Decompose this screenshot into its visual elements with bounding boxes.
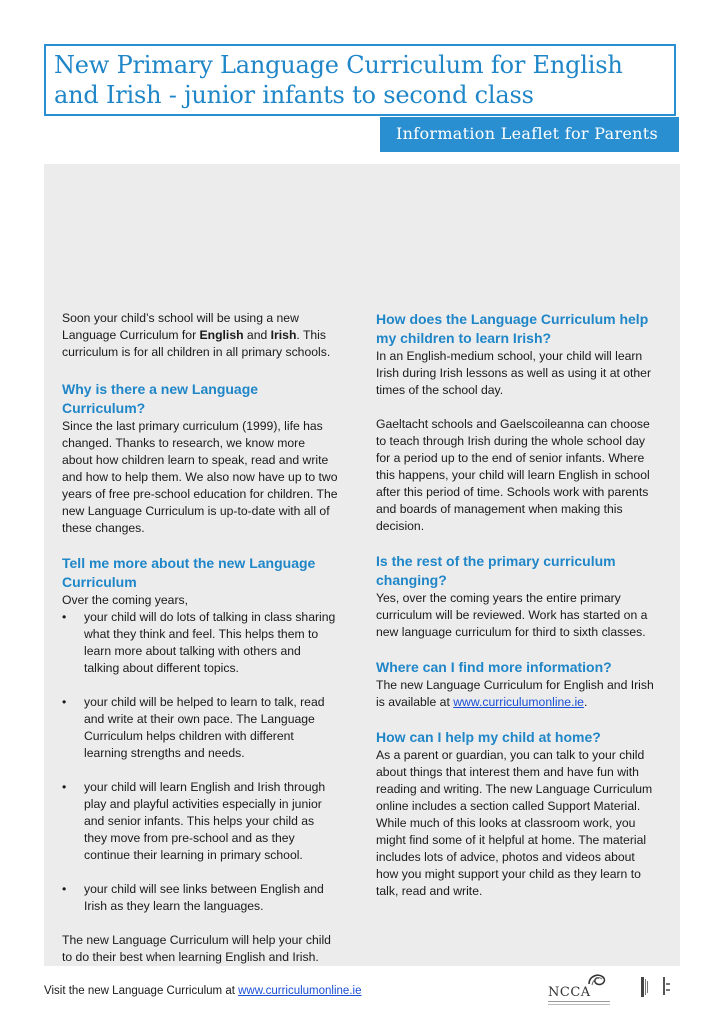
irish-body-1: In an English-medium school, your child will learn Irish during Irish lessons as well as using it at other times of the school day. [376, 349, 652, 397]
curriculum-link[interactable]: www.curriculumonline.ie [453, 695, 584, 709]
intro-irish: Irish [270, 328, 297, 342]
rest-heading: Is the rest of the primary curriculum changing? [376, 553, 616, 588]
intro-text-a: Soon your child’s school will be using a new Language Curriculum for [62, 311, 299, 342]
intro-english: English [199, 328, 244, 342]
ncca-wordmark: NCCA [548, 985, 591, 1000]
closing-paragraph: The new Language Curriculum will help your child to do their best when learning English and Irish. [62, 933, 331, 964]
intro-paragraph [62, 310, 338, 361]
bullet-item: • your child will do lots of talking in class sharing what they think and feel. This helps them to learn more about talking with others and talking about different topics. [62, 609, 338, 677]
bullet-item: • your child will learn English and Irish through play and playful activities especially in junior and senior infants. This helps your child as they move from pre-school and as they continue their learning in primary school. [62, 779, 338, 864]
ncca-logo [548, 972, 612, 1012]
intro-text-b: . This curriculum is for all children in all primary schools. [62, 328, 331, 359]
crest-icon [662, 975, 672, 999]
why-heading: Why is there a new Language Curriculum? [62, 381, 259, 416]
home-heading: How can I help my child at home? [376, 729, 601, 745]
title-box [44, 44, 676, 116]
irish-body-2: Gaeltacht schools and Gaelscoileanna can choose to teach through Irish during the whole school day for a period up to the end of senior infants. Where this happens, your child will learn English in school after this period of time. Schools work with parents and boards of management when making this decision. [376, 417, 650, 533]
home-body: As a parent or guardian, you can talk to your child about things that interest them and have fun with reading and writing. The new Language Curriculum online includes a section called Support Material. While much of this looks at classroom work, you might find some of it helpful at home. The material includes lots of advice, photos and videos about how you might support your child as they learn to talk, read and write. [376, 748, 653, 898]
footer-text: Visit the new Language Curriculum at [44, 985, 239, 997]
footer [44, 985, 361, 997]
subtitle-banner: Information Leaflet for Parents [380, 117, 679, 152]
bullet-item: • your child will see links between English and Irish as they learn the languages. [62, 881, 338, 915]
info-end: . [583, 695, 588, 709]
ncca-tagline-lines [548, 1001, 610, 1005]
more-heading: Tell me more about the new Language Curriculum [62, 555, 316, 590]
info-body [376, 677, 660, 711]
rest-body: Yes, over the coming years the entire primary curriculum will be reviewed. Work has started on a new language curriculum for third to sixth classes. [376, 591, 648, 639]
right-column [376, 310, 660, 900]
bullet-item: • your child will be helped to learn to talk, read and write at their own pace. The Language Curriculum helps children with different learning strengths and needs. [62, 694, 338, 762]
left-column [62, 310, 338, 966]
harp-icon [640, 975, 650, 999]
footer-link[interactable]: www.curriculumonline.ie [238, 985, 362, 997]
more-lead: Over the coming years, [62, 593, 188, 607]
intro-text-and: and [243, 328, 271, 342]
page-title: New Primary Language Curriculum for English and Irish - junior infants to second class [54, 51, 623, 109]
curriculum-bullet-list [62, 609, 338, 915]
info-heading: Where can I find more information? [376, 659, 612, 675]
info-text: The new Language Curriculum for English and Irish is available at [376, 678, 654, 709]
why-body: Since the last primary curriculum (1999), life has changed. Thanks to research, we know more about how children learn to speak, read and write and how to help them. We also now have up to two years of free pre-school education for children. The new Language Curriculum is up-to-date with all of these changes. [62, 419, 338, 535]
irish-heading: How does the Language Curriculum help my children to learn Irish? [376, 311, 649, 346]
